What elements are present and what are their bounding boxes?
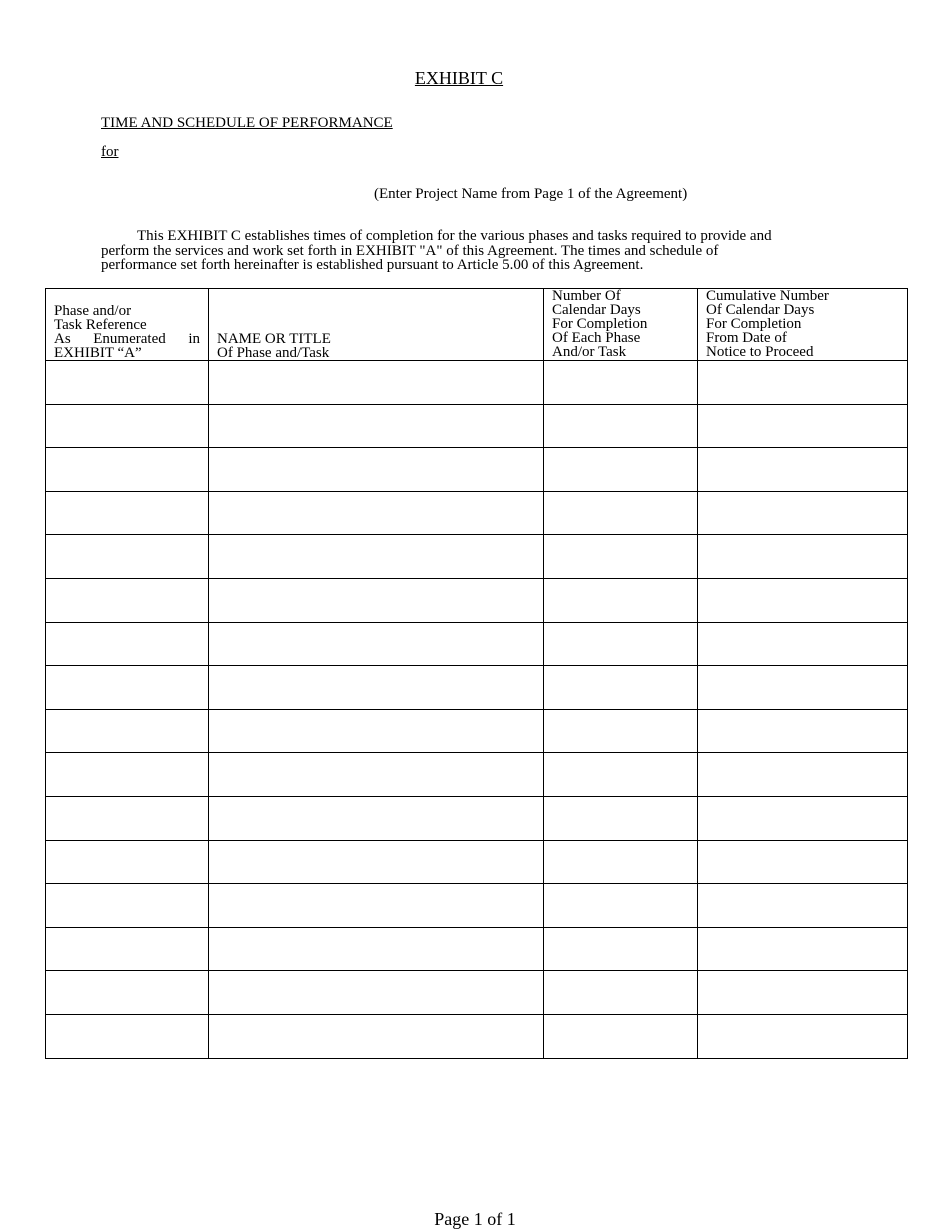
exhibit-title: EXHIBIT C — [414, 68, 504, 88]
phase-reference-cell[interactable] — [46, 404, 209, 448]
calendar-days-cell[interactable] — [544, 971, 698, 1015]
name-title-cell[interactable] — [209, 709, 544, 753]
header-line: Of Each Phase — [552, 330, 641, 346]
table-row — [46, 535, 908, 579]
page-number: Page 1 of 1 — [434, 1209, 516, 1229]
header-line: For Completion — [552, 316, 648, 332]
phase-reference-cell[interactable] — [46, 491, 209, 535]
header-line: Of Phase and/Task — [217, 345, 330, 361]
header-calendar-days — [544, 289, 698, 361]
table-row — [46, 884, 908, 928]
cumulative-days-cell[interactable] — [698, 361, 908, 405]
calendar-days-cell[interactable] — [544, 578, 698, 622]
header-cumulative-days — [698, 289, 908, 361]
phase-reference-cell[interactable] — [46, 840, 209, 884]
table-row — [46, 491, 908, 535]
cumulative-days-cell[interactable] — [698, 840, 908, 884]
table-row — [46, 753, 908, 797]
document-subtitle: TIME AND SCHEDULE OF PERFORMANCE — [101, 115, 393, 131]
header-line-justified — [54, 332, 200, 346]
calendar-days-cell[interactable] — [544, 448, 698, 492]
calendar-days-cell[interactable] — [544, 361, 698, 405]
calendar-days-cell[interactable] — [544, 622, 698, 666]
cumulative-days-cell[interactable] — [698, 753, 908, 797]
phase-reference-cell[interactable] — [46, 361, 209, 405]
header-line: NAME OR TITLE — [217, 331, 331, 347]
header-line: Number Of — [552, 288, 621, 304]
table-row — [46, 361, 908, 405]
schedule-table — [45, 288, 908, 1059]
phase-reference-cell[interactable] — [46, 753, 209, 797]
header-line: Of Calendar Days — [706, 302, 815, 318]
header-name-or-title — [209, 289, 544, 361]
table-header-row — [46, 289, 908, 361]
table-row — [46, 927, 908, 971]
calendar-days-cell[interactable] — [544, 404, 698, 448]
phase-reference-cell[interactable] — [46, 971, 209, 1015]
name-title-cell[interactable] — [209, 927, 544, 971]
for-label: for — [101, 144, 119, 160]
name-title-cell[interactable] — [209, 578, 544, 622]
name-title-cell[interactable] — [209, 796, 544, 840]
phase-reference-cell[interactable] — [46, 622, 209, 666]
cumulative-days-cell[interactable] — [698, 971, 908, 1015]
cumulative-days-cell[interactable] — [698, 404, 908, 448]
phase-reference-cell[interactable] — [46, 666, 209, 710]
header-word: Enumerated — [93, 331, 166, 347]
table-body — [46, 361, 908, 1059]
name-title-cell[interactable] — [209, 971, 544, 1015]
cumulative-days-cell[interactable] — [698, 1014, 908, 1058]
header-line: Task Reference — [54, 317, 147, 333]
phase-reference-cell[interactable] — [46, 448, 209, 492]
calendar-days-cell[interactable] — [544, 884, 698, 928]
table-row — [46, 666, 908, 710]
calendar-days-cell[interactable] — [544, 491, 698, 535]
name-title-cell[interactable] — [209, 622, 544, 666]
table-row — [46, 971, 908, 1015]
cumulative-days-cell[interactable] — [698, 578, 908, 622]
name-title-cell[interactable] — [209, 361, 544, 405]
cumulative-days-cell[interactable] — [698, 622, 908, 666]
table-row — [46, 709, 908, 753]
header-line: Calendar Days — [552, 302, 641, 318]
name-title-cell[interactable] — [209, 404, 544, 448]
phase-reference-cell[interactable] — [46, 927, 209, 971]
cumulative-days-cell[interactable] — [698, 491, 908, 535]
table-row — [46, 1014, 908, 1058]
name-title-cell[interactable] — [209, 1014, 544, 1058]
calendar-days-cell[interactable] — [544, 753, 698, 797]
cumulative-days-cell[interactable] — [698, 927, 908, 971]
cumulative-days-cell[interactable] — [698, 796, 908, 840]
header-line: EXHIBIT “A” — [54, 345, 142, 361]
name-title-cell[interactable] — [209, 491, 544, 535]
intro-paragraph: This EXHIBIT C establishes times of completion for the various phases and tasks required to provide and perform the services and work set forth in EXHIBIT "A" of this Agreement. The times and schedule of performance set forth hereinafter is established pursuant to Article 5.00 of this Agreement. — [101, 228, 772, 273]
phase-reference-cell[interactable] — [46, 1014, 209, 1058]
phase-reference-cell[interactable] — [46, 884, 209, 928]
table-row — [46, 578, 908, 622]
calendar-days-cell[interactable] — [544, 709, 698, 753]
table-row — [46, 448, 908, 492]
table-row — [46, 840, 908, 884]
cumulative-days-cell[interactable] — [698, 535, 908, 579]
table-row — [46, 796, 908, 840]
header-line: Phase and/or — [54, 303, 132, 319]
calendar-days-cell[interactable] — [544, 1014, 698, 1058]
cumulative-days-cell[interactable] — [698, 709, 908, 753]
name-title-cell[interactable] — [209, 535, 544, 579]
calendar-days-cell[interactable] — [544, 840, 698, 884]
calendar-days-cell[interactable] — [544, 535, 698, 579]
calendar-days-cell[interactable] — [544, 796, 698, 840]
calendar-days-cell[interactable] — [544, 666, 698, 710]
project-name-placeholder: (Enter Project Name from Page 1 of the Agreement) — [374, 186, 688, 202]
name-title-cell[interactable] — [209, 666, 544, 710]
calendar-days-cell[interactable] — [544, 927, 698, 971]
name-title-cell[interactable] — [209, 884, 544, 928]
table-row — [46, 404, 908, 448]
header-word: in — [188, 331, 200, 347]
header-phase-reference — [46, 289, 209, 361]
phase-reference-cell[interactable] — [46, 709, 209, 753]
name-title-cell[interactable] — [209, 753, 544, 797]
table-row — [46, 622, 908, 666]
header-line: From Date of — [706, 330, 787, 346]
phase-reference-cell[interactable] — [46, 578, 209, 622]
header-word: As — [54, 331, 71, 347]
phase-reference-cell[interactable] — [46, 796, 209, 840]
cumulative-days-cell[interactable] — [698, 666, 908, 710]
name-title-cell[interactable] — [209, 840, 544, 884]
header-line: And/or Task — [552, 344, 627, 360]
header-line: For Completion — [706, 316, 802, 332]
header-line: Notice to Proceed — [706, 344, 814, 360]
header-line: Cumulative Number — [706, 288, 829, 304]
name-title-cell[interactable] — [209, 448, 544, 492]
cumulative-days-cell[interactable] — [698, 884, 908, 928]
cumulative-days-cell[interactable] — [698, 448, 908, 492]
phase-reference-cell[interactable] — [46, 535, 209, 579]
